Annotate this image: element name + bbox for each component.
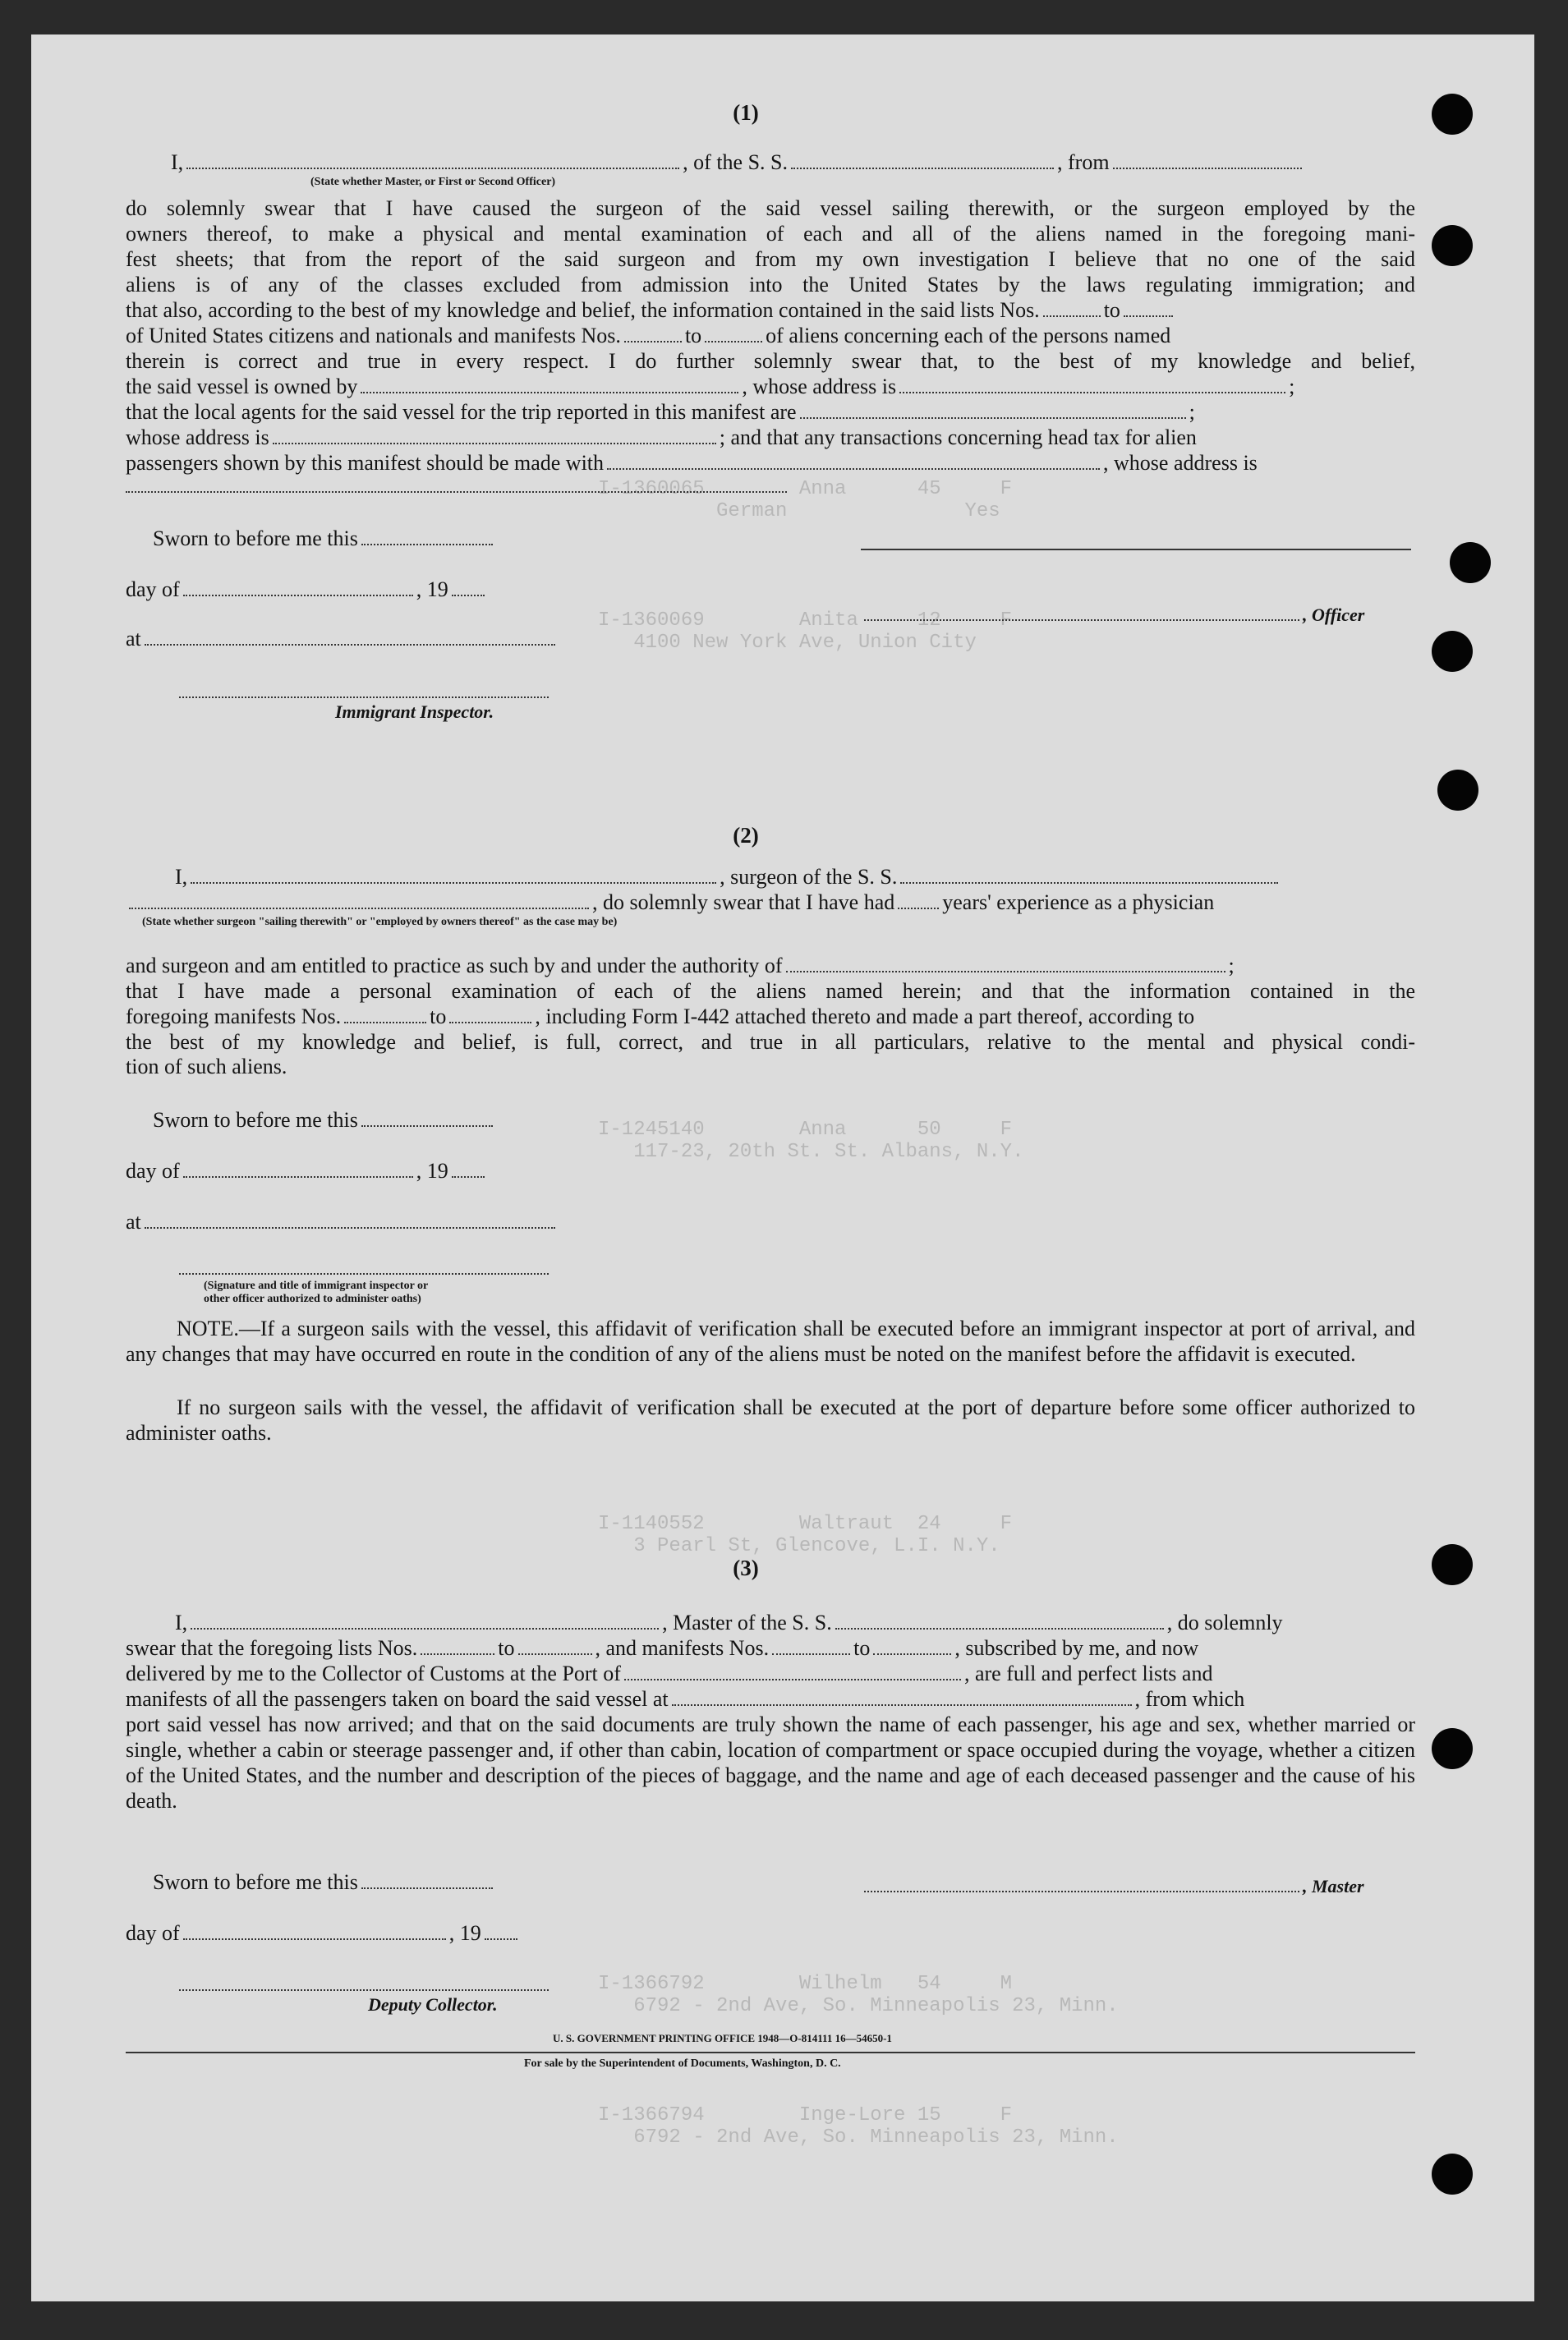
- name-blank[interactable]: [186, 149, 679, 169]
- gpo-imprint: U. S. GOVERNMENT PRINTING OFFICE 1948—O-814111 16—54650-1: [553, 2032, 892, 2044]
- paragraph-line: aliens is of any of the classes excluded from admission into the United States by the laws regulating immigration; and: [126, 273, 1415, 297]
- label-sworn: Sworn to before me this: [153, 1870, 358, 1894]
- paragraph-line: tion of such aliens.: [126, 1055, 287, 1078]
- list-no-blank[interactable]: [1124, 297, 1173, 317]
- paragraph-line: swear that the foregoing lists Nos.: [126, 1636, 418, 1660]
- owned-by-line: the said vessel is owned by , whose address is ;: [126, 375, 1295, 398]
- at-blank[interactable]: [145, 626, 555, 646]
- surgeon-status-blank[interactable]: [129, 890, 589, 909]
- label-day-of: day of: [126, 1921, 180, 1945]
- manifest-no-blank[interactable]: [449, 1004, 531, 1023]
- sworn-line: [153, 1107, 496, 1133]
- bleed-through-texture: I-1140552 Waltraut 24 F 3 Pearl St, Glencove, L.I. N.Y.: [598, 1513, 1013, 1557]
- owner-address-blank[interactable]: [899, 374, 1285, 393]
- delivered-line: [126, 1661, 1212, 1686]
- officer-signature-blank[interactable]: [861, 549, 1411, 550]
- label-do-swear: , do solemnly: [1166, 1611, 1283, 1634]
- punch-hole: [1437, 770, 1478, 811]
- inspector-signature-blank[interactable]: [179, 1273, 549, 1275]
- paragraph-line: owners thereof, to make a physical and mental examination of each and all of the aliens named in the foregoing mani-: [126, 222, 1415, 246]
- sworn-line: [153, 526, 496, 551]
- paragraph-line: passengers shown by this manifest should be made with: [126, 451, 605, 475]
- manifest-no-blank[interactable]: [705, 323, 762, 342]
- label-year: , 19: [448, 1921, 481, 1945]
- sworn-line: [153, 1869, 496, 1895]
- swear-lists-line: [126, 1635, 1198, 1661]
- bleed-through-texture: I-1360069 Anita 12 F 4100 New York Ave, Union City: [598, 609, 1013, 654]
- agents-blank[interactable]: [800, 399, 1186, 419]
- manifest-no-blank[interactable]: [624, 323, 682, 342]
- paragraph-line: manifests of all the passengers taken on board the said vessel at: [126, 1687, 669, 1711]
- paragraph-line: , are full and perfect lists and: [963, 1662, 1213, 1685]
- label-day-of: day of: [126, 1159, 180, 1183]
- surgeon-paragraph: [126, 978, 1415, 1004]
- officer-blank[interactable]: [864, 601, 1299, 621]
- paragraph-line: fest sheets; that from the report of the said surgeon and from my own investigation I believe that no one of the said: [126, 247, 1415, 271]
- note2-paragraph: [126, 1395, 1415, 1446]
- sale-notice: For sale by the Superintendent of Documents, Washington, D. C.: [524, 2057, 841, 2070]
- vessel-blank[interactable]: [791, 149, 1054, 169]
- paragraph-line: , and manifests Nos.: [595, 1636, 770, 1660]
- paragraph-line: therein is correct and true in every respect. I do further solemnly swear that, to the best of my knowledge and belief,: [126, 349, 1415, 373]
- label-to: to: [498, 1636, 515, 1660]
- lists-line: [126, 297, 1176, 323]
- paragraph-line: , from which: [1134, 1687, 1245, 1711]
- label-to: to: [1103, 298, 1120, 322]
- paragraph-line: that I have made a personal examination of each of the aliens named herein; and that the information contained in the: [126, 979, 1415, 1003]
- officer-line: [861, 601, 1364, 628]
- bleed-through-texture: I-1366794 Inge-Lore 15 F 6792 - 2nd Ave, So. Minneapolis 23, Minn.: [598, 2104, 1119, 2149]
- paragraph-line: , including Form I-442 attached thereto and made a part thereof, according to: [535, 1004, 1195, 1028]
- label-i: I,: [171, 150, 184, 174]
- bleed-through-texture: I-1360065 Anna 45 F German Yes: [598, 478, 1013, 522]
- list-no-blank[interactable]: [421, 1635, 494, 1655]
- manifests-line: [126, 323, 1170, 348]
- label-to: to: [684, 324, 702, 347]
- label-swear: , do solemnly swear that I have had: [592, 890, 895, 914]
- manifest-no-blank[interactable]: [344, 1004, 426, 1023]
- label-of-ss: , of the S. S.: [683, 150, 789, 174]
- deputy-signature-blank[interactable]: [179, 1989, 549, 1991]
- master-paragraph: [126, 1712, 1415, 1814]
- master-vessel-blank[interactable]: [835, 1610, 1164, 1630]
- authority-line: and surgeon and am entitled to practice as such by and under the authority of ;: [126, 954, 1235, 977]
- day-line: [126, 1920, 521, 1946]
- sworn-blank[interactable]: [361, 1869, 493, 1889]
- surgeon-vessel-blank[interactable]: [900, 864, 1278, 884]
- paragraph-line: of United States citizens and nationals and manifests Nos.: [126, 324, 621, 347]
- section-number: (3): [733, 1556, 759, 1580]
- label-years: years' experience as a physician: [942, 890, 1215, 914]
- manifest-no-blank[interactable]: [772, 1635, 850, 1655]
- authority-blank[interactable]: [786, 953, 1225, 972]
- day-line: [126, 577, 488, 602]
- officer-label: , Officer: [1303, 605, 1365, 625]
- punch-hole: [1432, 94, 1473, 135]
- paragraph-line: of aliens concerning each of the persons named: [766, 324, 1171, 347]
- label-whose-address: , whose address is: [742, 375, 897, 398]
- address-line: [126, 425, 1197, 450]
- day-line: [126, 1158, 488, 1184]
- surgeon-caption: (State whether surgeon "sailing therewith" or "employed by owners thereof" as the case may be): [142, 916, 618, 928]
- label-at: at: [126, 1210, 141, 1234]
- passengers-line: [126, 450, 1258, 476]
- label-agents: that the local agents for the said vessel for the trip reported in this manifest are: [126, 400, 797, 424]
- at-blank[interactable]: [145, 1209, 555, 1229]
- footer-rule: [126, 2052, 1415, 2053]
- punch-hole: [1450, 542, 1491, 583]
- from-blank[interactable]: [1113, 149, 1302, 169]
- year-blank[interactable]: [452, 577, 485, 596]
- surgeon-paragraph-end: [126, 1055, 287, 1079]
- label-year: , 19: [416, 1159, 448, 1183]
- paragraph-line: and surgeon and am entitled to practice as such by and under the authority of: [126, 954, 783, 977]
- owner-blank[interactable]: [361, 374, 738, 393]
- label-owned-by: the said vessel is owned by: [126, 375, 358, 398]
- head-tax-party-blank[interactable]: [607, 450, 1100, 470]
- label-at: at: [126, 627, 141, 651]
- label-day-of: day of: [126, 577, 180, 601]
- paragraph-line: that also, according to the best of my knowledge and belief, the information contained in the said lists Nos.: [126, 298, 1040, 322]
- label-master-of: , Master of the S. S.: [662, 1611, 832, 1634]
- punch-hole: [1432, 2154, 1473, 2195]
- at-line: [126, 1209, 559, 1234]
- at-line: [126, 626, 559, 651]
- master-label: , Master: [1303, 1876, 1364, 1896]
- punch-hole: [1432, 1544, 1473, 1585]
- agent-address-blank[interactable]: [273, 425, 716, 444]
- label-sworn: Sworn to before me this: [153, 526, 358, 550]
- sworn-blank[interactable]: [361, 526, 493, 545]
- bleed-through-texture: I-1366792 Wilhelm 54 M 6792 - 2nd Ave, So. Minneapolis 23, Minn.: [598, 1973, 1119, 2017]
- paragraph-line: the best of my knowledge and belief, is full, correct, and true in all particulars, relative to the mental and physical condi-: [126, 1030, 1415, 1054]
- manifest-verification-page: [31, 34, 1534, 2301]
- address-continuation-blank[interactable]: [126, 491, 787, 493]
- master-paragraph-text: port said vessel has now arrived; and that on the said documents are truly shown the name of each passenger, his age and sex, whether married or single, whether a cabin or steerage passenger and, if other than cabin, location of compartment or space occupied during the voyage, whether a citizen of the United States, and the number and description of the pieces of baggage, and the name and age of each deceased passenger and the cause of his death.: [126, 1712, 1415, 1813]
- punch-hole: [1432, 225, 1473, 266]
- paragraph-line: ; and that any transactions concerning head tax for alien: [719, 425, 1197, 449]
- manifest-no-blank[interactable]: [873, 1635, 951, 1655]
- year-blank[interactable]: [485, 1920, 517, 1940]
- punch-hole: [1432, 1728, 1473, 1769]
- label-to: to: [430, 1004, 447, 1028]
- foregoing-line: [126, 1004, 1194, 1029]
- note-label: NOTE.: [177, 1317, 239, 1340]
- year-blank[interactable]: [452, 1158, 485, 1178]
- surgeon-name-blank[interactable]: [191, 864, 716, 884]
- paragraph-line: do solemnly swear that I have caused the surgeon of the said vessel sailing therewith, or the surgeon employed by the: [126, 196, 1415, 220]
- paragraph-line: delivered by me to the Collector of Customs at the Port of: [126, 1662, 621, 1685]
- day-blank[interactable]: [183, 577, 413, 596]
- note-text: —If a surgeon sails with the vessel, this affidavit of verification shall be executed before an immigrant inspector at port of arrival, and any changes that may have occurred en route in the condition of any of the aliens must be noted on the manifest before the affidavit is executed.: [126, 1317, 1415, 1366]
- inspector-signature-blank[interactable]: [179, 696, 549, 698]
- deputy-label: Deputy Collector.: [368, 1994, 498, 2015]
- surgeon-paragraph-cont: [126, 1029, 1415, 1055]
- officer-caption: (State whether Master, or First or Second Officer): [310, 176, 556, 188]
- note2-text: If no surgeon sails with the vessel, the affidavit of verification shall be executed at the port of departure before some officer authorized to administer oaths.: [126, 1395, 1415, 1445]
- sworn-blank[interactable]: [361, 1107, 493, 1127]
- oath-paragraph-cont: [126, 348, 1415, 374]
- note-paragraph: [126, 1316, 1415, 1367]
- master-signature-blank[interactable]: [864, 1873, 1299, 1892]
- label-year: , 19: [416, 577, 448, 601]
- signature-caption: (Signature and title of immigrant inspector or: [204, 1280, 429, 1292]
- section-number: (2): [733, 823, 759, 848]
- list-no-blank[interactable]: [518, 1635, 592, 1655]
- day-blank[interactable]: [183, 1920, 446, 1940]
- label-from: , from: [1057, 150, 1110, 174]
- port-of-departure-blank[interactable]: [672, 1686, 1132, 1706]
- label-to: to: [853, 1636, 871, 1660]
- paragraph-line: foregoing manifests Nos.: [126, 1004, 342, 1028]
- day-blank[interactable]: [183, 1158, 413, 1178]
- label-sworn: Sworn to before me this: [153, 1108, 358, 1132]
- master-line: [175, 1610, 1283, 1635]
- oath-line-1: [171, 149, 1305, 175]
- label-surgeon-of: , surgeon of the S. S.: [720, 865, 898, 889]
- master-signature-line: [861, 1873, 1364, 1899]
- port-blank[interactable]: [624, 1661, 961, 1680]
- surgeon-line: [175, 864, 1281, 890]
- manifests-all-line: [126, 1686, 1244, 1712]
- label-i: I,: [175, 1611, 188, 1634]
- punch-hole: [1432, 631, 1473, 672]
- oath-paragraph: [126, 195, 1415, 297]
- inspector-label: Immigrant Inspector.: [335, 701, 494, 722]
- agents-line: that the local agents for the said vessel for the trip reported in this manifest are ;: [126, 400, 1195, 424]
- signature-caption: other officer authorized to administer oaths): [204, 1293, 421, 1305]
- master-name-blank[interactable]: [191, 1610, 659, 1630]
- label-whose-address: , whose address is: [1103, 451, 1258, 475]
- label-i: I,: [175, 865, 188, 889]
- label-whose-address: whose address is: [126, 425, 269, 449]
- bleed-through-texture: I-1245140 Anna 50 F 117-23, 20th St. St. Albans, N.Y.: [598, 1119, 1024, 1163]
- experience-line: [126, 890, 1214, 915]
- section-number: (1): [733, 100, 759, 125]
- paragraph-line: , subscribed by me, and now: [954, 1636, 1199, 1660]
- years-blank[interactable]: [898, 890, 939, 909]
- list-no-blank[interactable]: [1043, 297, 1101, 317]
